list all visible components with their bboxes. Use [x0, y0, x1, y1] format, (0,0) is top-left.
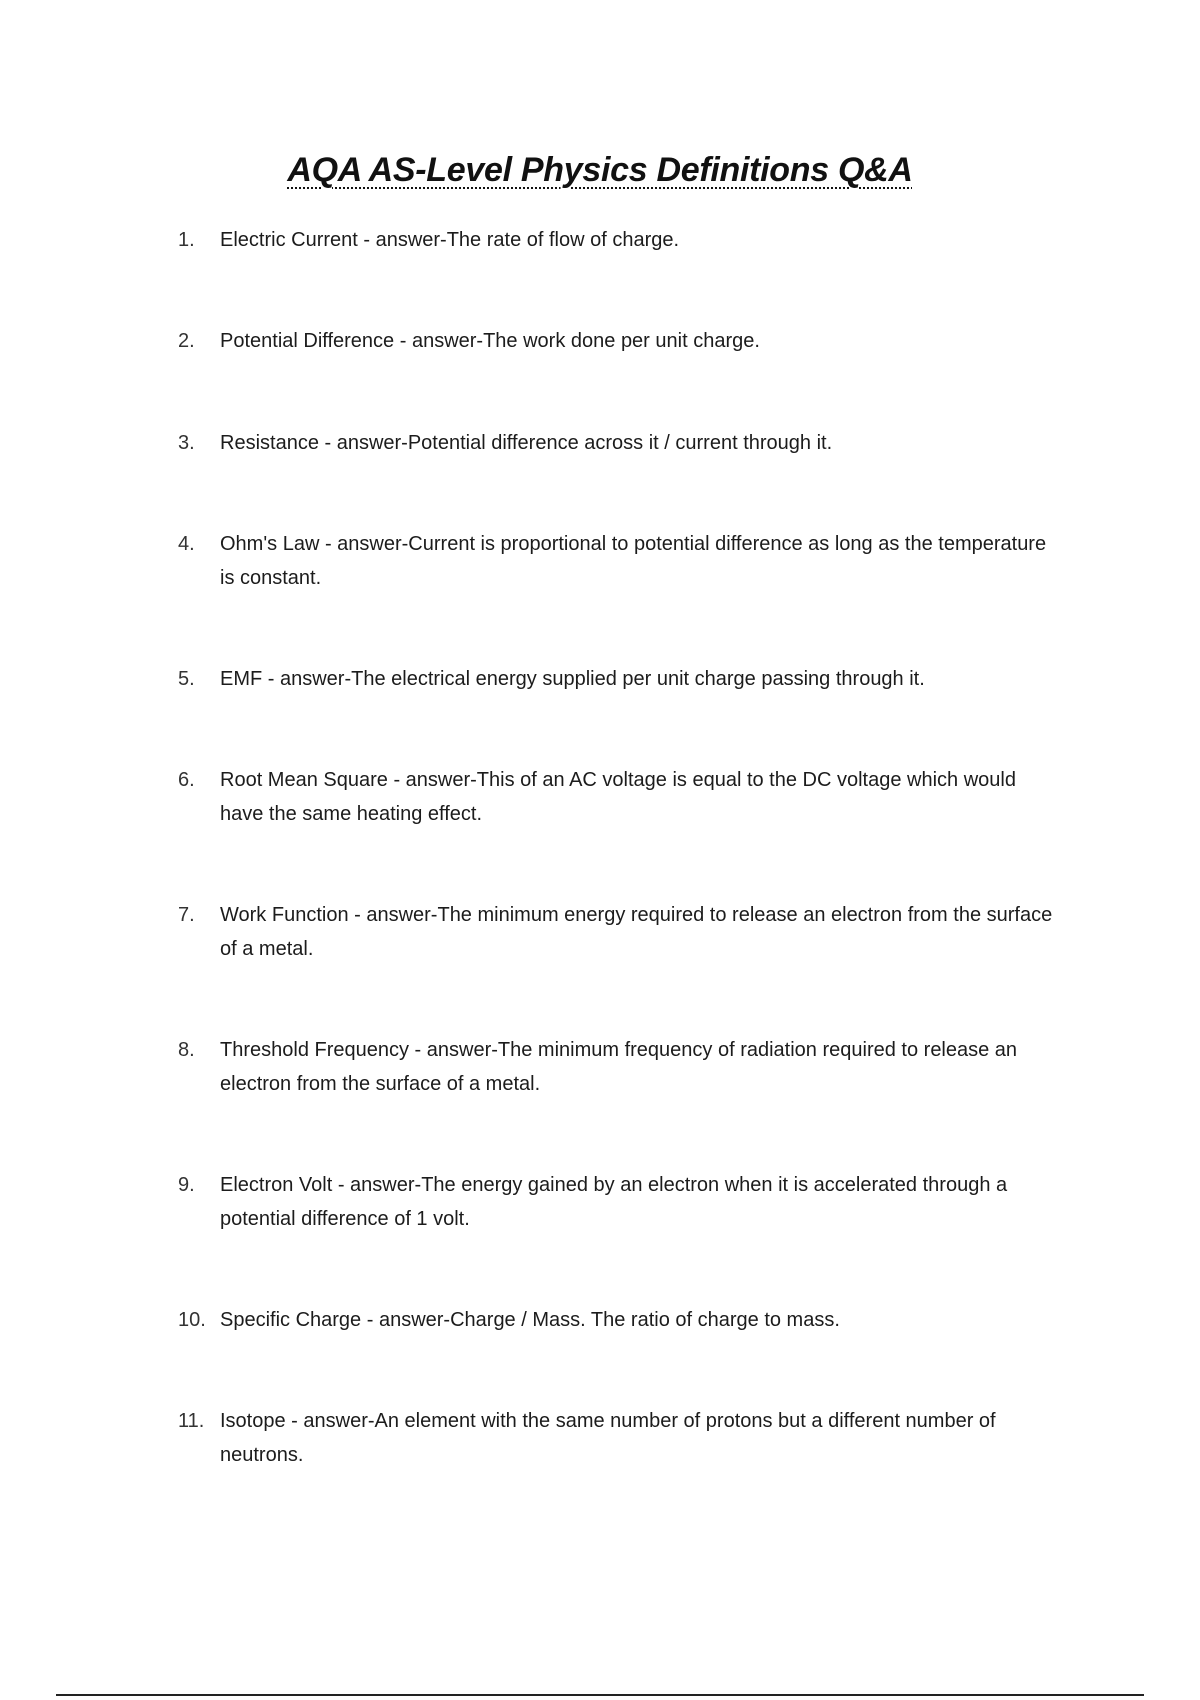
list-item [178, 763, 1058, 831]
item-number: 3. [178, 432, 195, 454]
item-text: EMF - answer-The electrical energy supplied per unit charge passing through it. [220, 668, 925, 690]
item-text: Root Mean Square - answer-This of an AC voltage is equal to the DC voltage which would have the same heating effect. [220, 769, 1016, 825]
list-item [178, 662, 1058, 696]
list-item [178, 1404, 1058, 1472]
item-number: 5. [178, 668, 195, 690]
item-number: 8. [178, 1039, 195, 1061]
item-number: 10. [178, 1309, 206, 1331]
list-item [178, 1168, 1058, 1236]
item-text: Work Function - answer-The minimum energy required to release an electron from the surface of a metal. [220, 904, 1053, 960]
item-number: 2. [178, 330, 195, 352]
item-text: Ohm's Law - answer-Current is proportional to potential difference as long as the temperature is constant. [220, 533, 1047, 589]
list-item [178, 1033, 1058, 1101]
item-text: Resistance - answer-Potential difference across it / current through it. [220, 432, 833, 454]
item-number: 6. [178, 769, 195, 791]
footer-divider [56, 1694, 1144, 1696]
item-text: Specific Charge - answer-Charge / Mass. The ratio of charge to mass. [220, 1309, 840, 1331]
item-number: 11. [178, 1410, 205, 1432]
item-text: Threshold Frequency - answer-The minimum frequency of radiation required to release an electron from the surface of a metal. [220, 1039, 1018, 1095]
item-number: 9. [178, 1174, 195, 1196]
item-text: Electric Current - answer-The rate of flow of charge. [220, 229, 680, 251]
page-title-text: AQA AS-Level Physics Definitions Q&A [287, 151, 913, 189]
list-item [178, 223, 1058, 257]
item-number: 7. [178, 904, 195, 926]
list-item [178, 898, 1058, 966]
item-text: Potential Difference - answer-The work done per unit charge. [220, 330, 760, 352]
item-number: 4. [178, 533, 195, 555]
item-text: Electron Volt - answer-The energy gained by an electron when it is accelerated through a potential difference of 1 volt. [220, 1174, 1008, 1230]
item-number: 1. [178, 229, 195, 251]
list-item [178, 426, 1058, 460]
page-title [0, 148, 1200, 192]
list-item [178, 1303, 1058, 1337]
item-text: Isotope - answer-An element with the same number of protons but a different number of neutrons. [220, 1410, 996, 1466]
list-item [178, 324, 1058, 358]
list-item [178, 527, 1058, 595]
